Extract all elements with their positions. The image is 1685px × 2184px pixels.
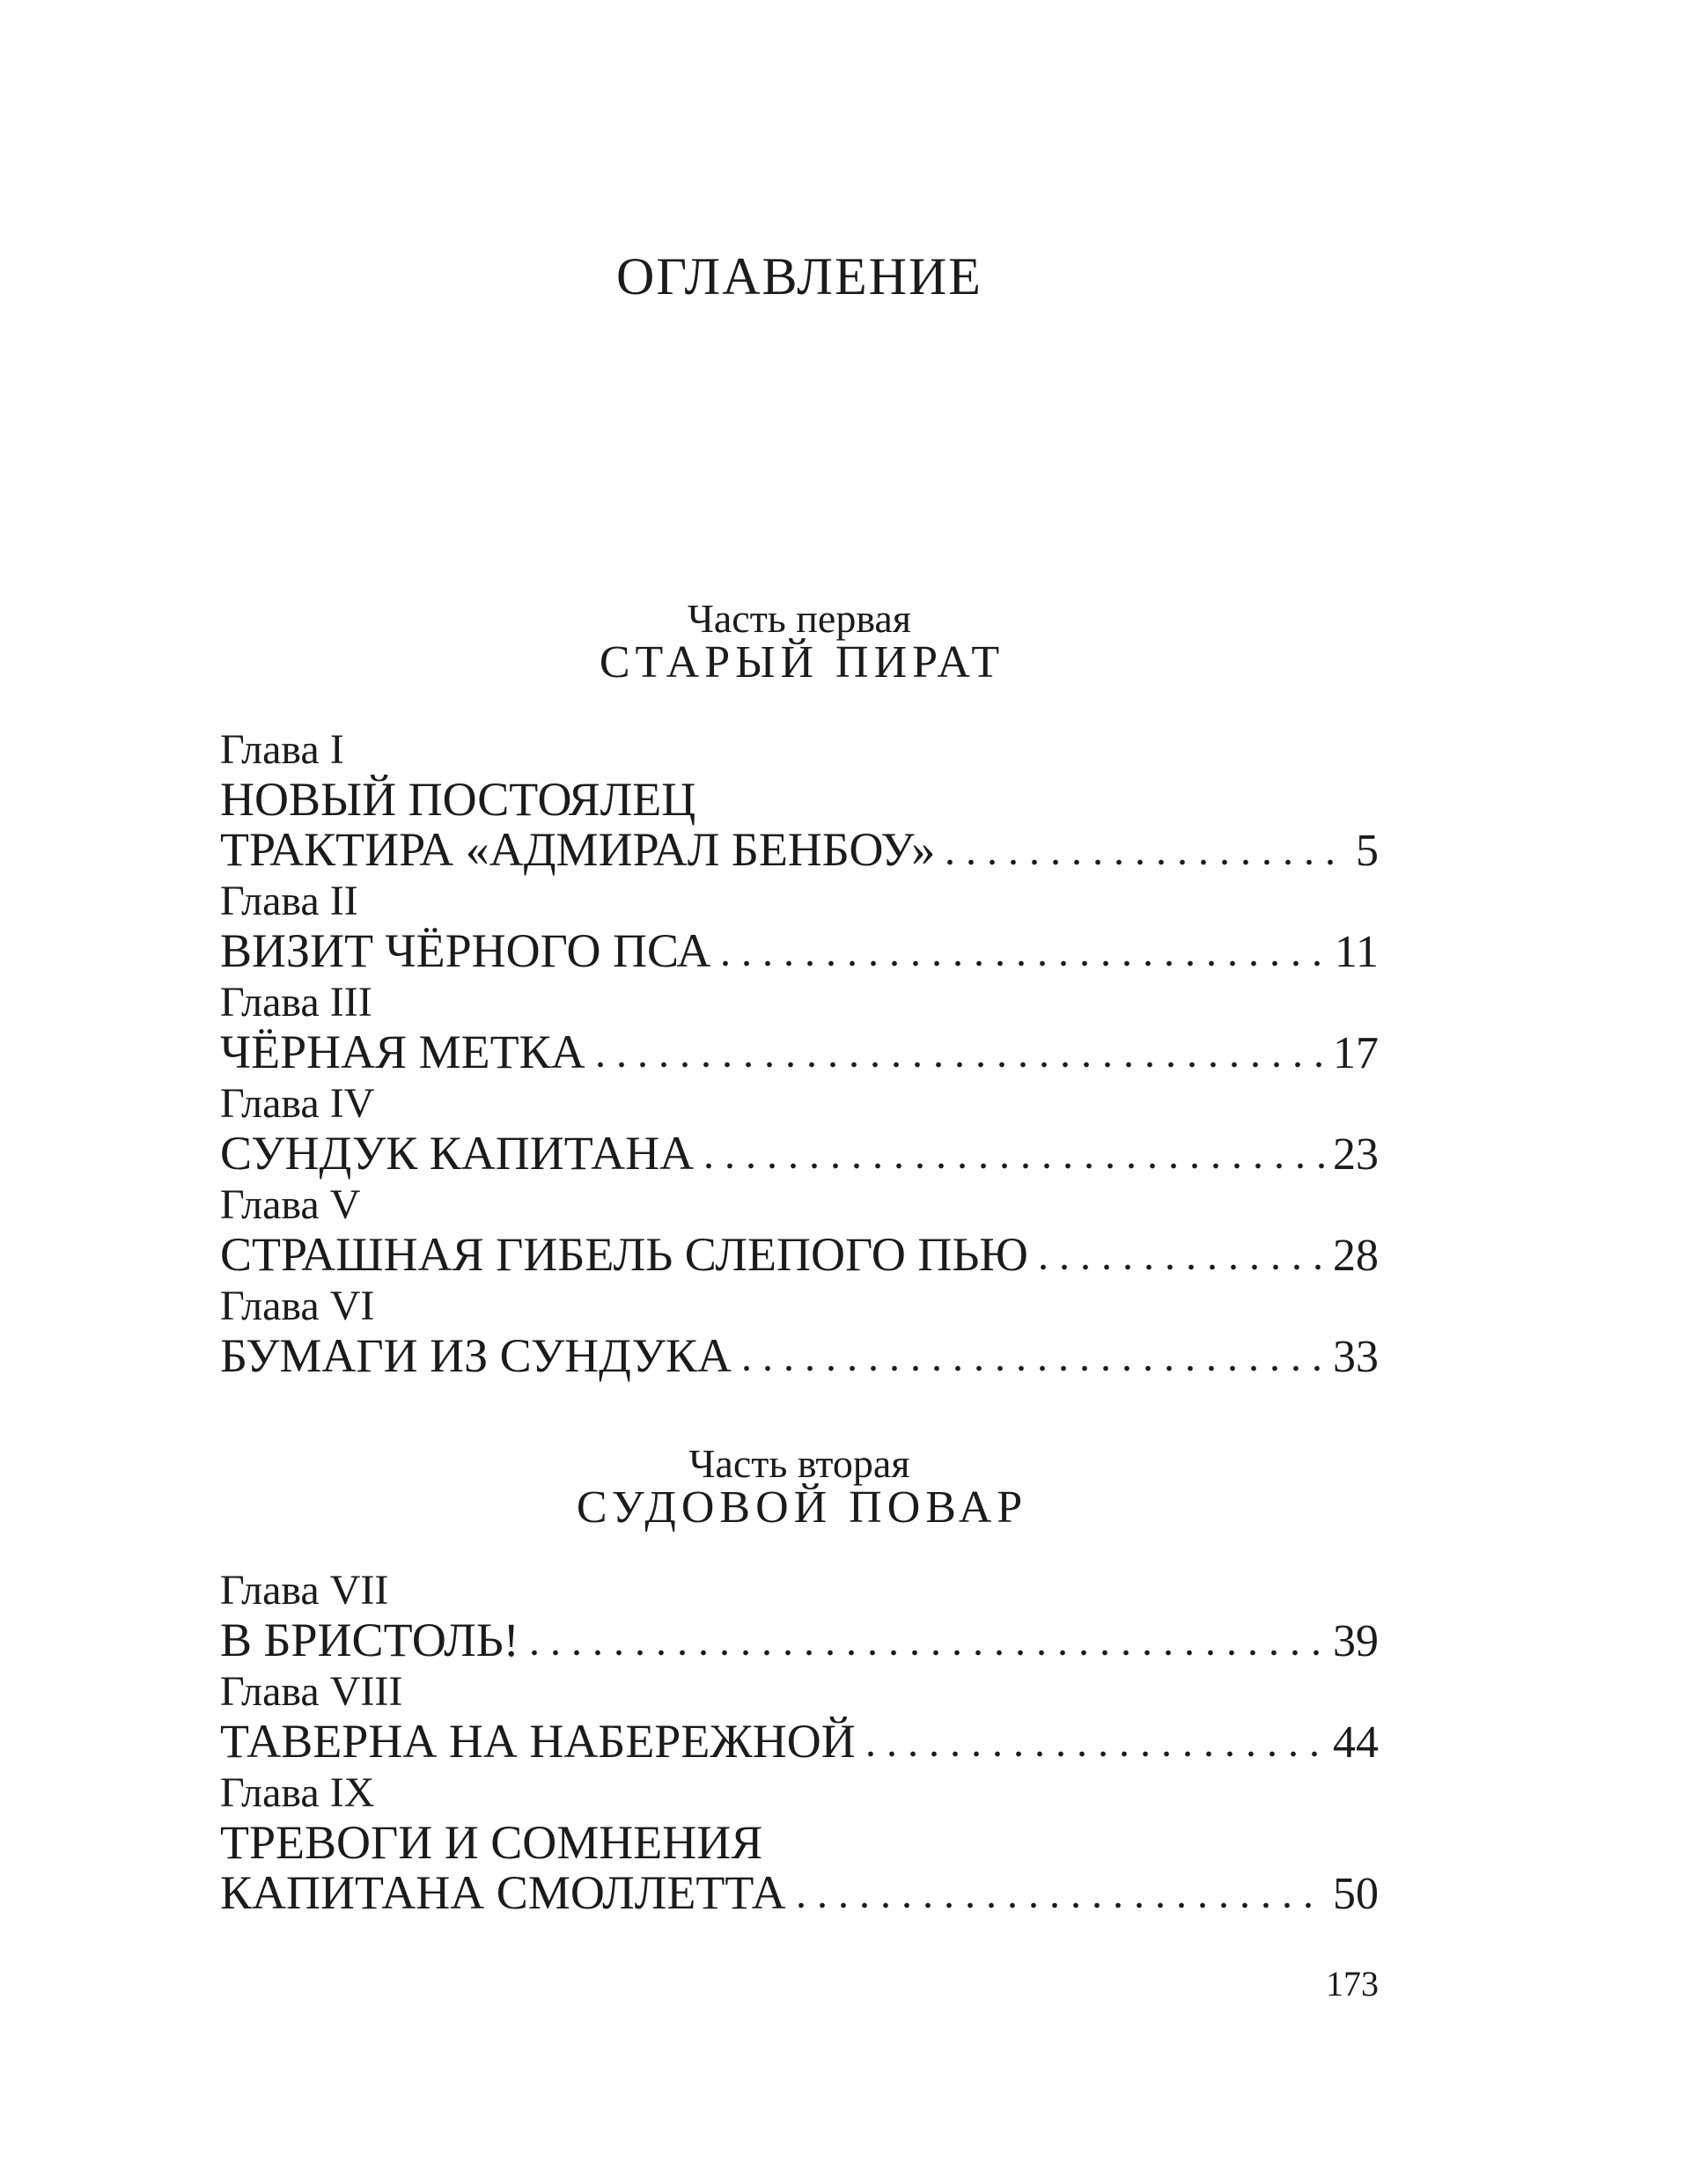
chapter-title-line: ТРЕВОГИ И СОМНЕНИЯ [220, 1816, 763, 1869]
toc-entry [220, 724, 1379, 876]
chapter-label: Глава IX [220, 1769, 375, 1816]
chapter-title-line [220, 1027, 1379, 1078]
chapter-title-line: НОВЫЙ ПОСТОЯЛЕЦ [220, 773, 696, 826]
toc-entry [220, 1666, 1379, 1768]
chapter-label: Глава V [220, 1181, 361, 1228]
chapter-title-text: КАПИТАНА СМОЛЛЕТТА [220, 1866, 786, 1919]
chapter-title-line [220, 926, 1379, 977]
chapter-title-text: СТРАШНАЯ ГИБЕЛЬ СЛЕПОГО ПЬЮ [220, 1228, 1028, 1281]
chapter-title-line [220, 1868, 1379, 1919]
chapter-title-line [220, 1230, 1379, 1281]
dot-leader [798, 1868, 1326, 1919]
chapter-title-text: СУНДУК КАПИТАНА [220, 1127, 695, 1180]
toc-entry [220, 1565, 1379, 1666]
chapter-title-line [220, 825, 1379, 876]
toc-entry [220, 876, 1379, 977]
page-number: 5 [1356, 826, 1379, 876]
dot-leader [1041, 1230, 1326, 1281]
page-number: 50 [1333, 1869, 1379, 1919]
dot-leader [532, 1615, 1326, 1666]
page-number: 17 [1333, 1028, 1379, 1078]
toc-entry [220, 1281, 1379, 1382]
dot-leader [744, 1331, 1326, 1382]
chapter-label: Глава II [220, 878, 358, 924]
chapter-label: Глава VI [220, 1283, 375, 1329]
chapter-label: Глава III [220, 979, 372, 1026]
folio-number: 173 [1326, 1964, 1379, 2004]
page-number: 23 [1333, 1129, 1379, 1180]
dot-leader [723, 926, 1328, 977]
part-heading [220, 1441, 1379, 1533]
dot-leader [598, 1027, 1326, 1078]
chapter-title-line [220, 1331, 1379, 1382]
chapter-title-text: ТАВЕРНА НА НАБЕРЕЖНОЙ [220, 1715, 856, 1768]
chapter-label: Глава I [220, 726, 344, 773]
page-number: 39 [1333, 1616, 1379, 1666]
toc-entry [220, 1078, 1379, 1180]
chapter-title-text: В БРИСТОЛЬ! [220, 1614, 519, 1666]
part-heading [220, 596, 1379, 688]
part-label: Часть первая [687, 596, 912, 641]
chapter-title-text: ВИЗИТ ЧЁРНОГО ПСА [220, 924, 711, 977]
dot-leader [947, 825, 1349, 876]
chapter-title-text: ТРАКТИРА «АДМИРАЛ БЕНБОУ» [220, 823, 936, 876]
chapter-title-text: БУМАГИ ИЗ СУНДУКА [220, 1329, 732, 1382]
chapter-label: Глава IV [220, 1080, 375, 1127]
chapter-title-line [220, 1717, 1379, 1768]
dot-leader [868, 1717, 1326, 1768]
chapter-title-text: ЧЁРНАЯ МЕТКА [220, 1026, 585, 1078]
chapter-label: Глава VIII [220, 1668, 403, 1715]
chapter-label: Глава VII [220, 1567, 389, 1614]
toc-entry [220, 1768, 1379, 1919]
toc-entry [220, 1180, 1379, 1281]
page-number: 44 [1333, 1717, 1379, 1768]
chapter-title-line [220, 1615, 1379, 1666]
part-label: Часть вторая [688, 1441, 910, 1486]
part-title: СУДОВОЙ ПОВАР [576, 1482, 1028, 1533]
page-number: 28 [1333, 1231, 1379, 1281]
page-number: 11 [1334, 927, 1379, 977]
page-number: 33 [1333, 1332, 1379, 1382]
toc-entry [220, 977, 1379, 1078]
part-title: СТАРЫЙ ПИРАТ [599, 637, 1005, 688]
page-title: ОГЛАВЛЕНИЕ [616, 247, 982, 305]
dot-leader [706, 1129, 1326, 1180]
chapter-title-line [220, 1129, 1379, 1180]
toc-list [220, 724, 1379, 1382]
toc-list [220, 1565, 1379, 1919]
